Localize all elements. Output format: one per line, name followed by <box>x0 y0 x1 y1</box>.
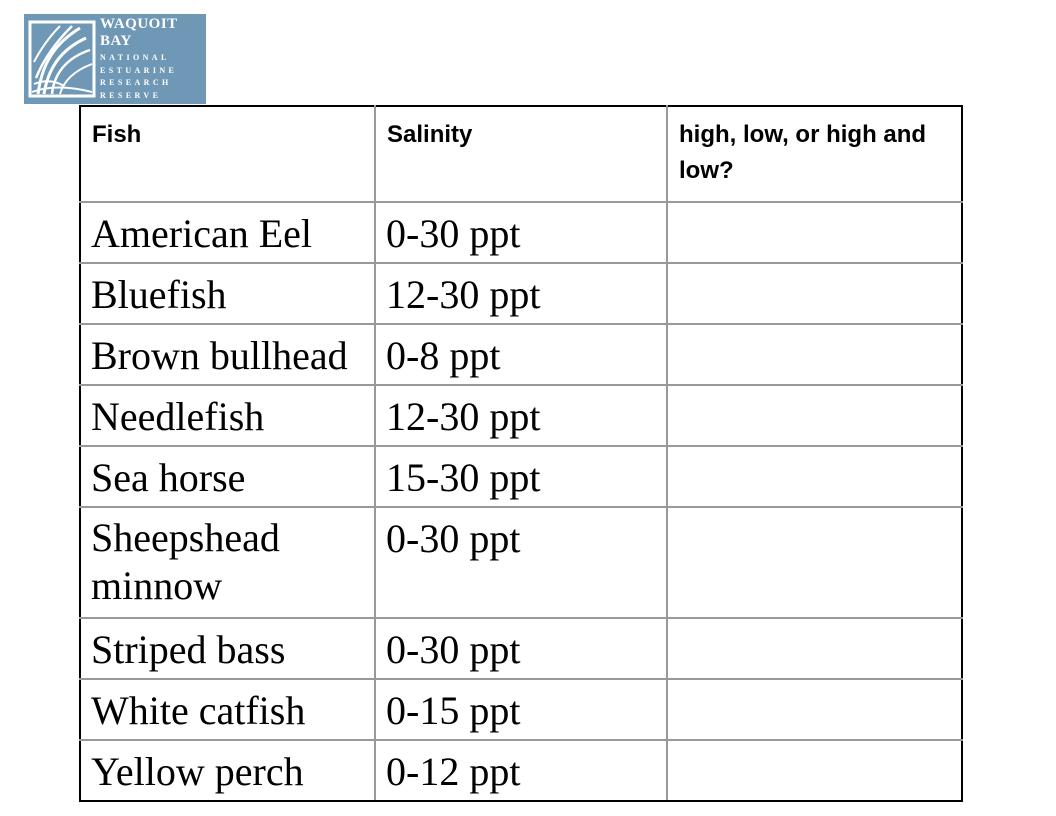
answer-cell[interactable] <box>667 385 962 446</box>
salinity-range: 0-30 ppt <box>386 211 521 256</box>
fish-salinity-table <box>79 105 963 802</box>
fish-cell <box>80 385 375 446</box>
salinity-range: 0-30 ppt <box>386 627 521 672</box>
answer-cell[interactable] <box>667 202 962 263</box>
table-header-row <box>80 106 962 202</box>
salinity-cell <box>375 446 667 507</box>
header-high-low: high, low, or high and low? <box>679 121 927 184</box>
table-row <box>80 202 962 263</box>
answer-cell[interactable] <box>667 324 962 385</box>
salinity-cell <box>375 324 667 385</box>
answer-value <box>668 325 961 331</box>
salinity-range: 0-15 ppt <box>386 688 521 733</box>
fish-cell <box>80 618 375 679</box>
fish-cell <box>80 263 375 324</box>
logo-line-estuarine: ESTUARINE <box>100 65 178 75</box>
fish-name: Sheepshead minnow <box>91 515 280 608</box>
salinity-range: 12-30 ppt <box>386 394 541 439</box>
salinity-range: 12-30 ppt <box>386 272 541 317</box>
table-row <box>80 263 962 324</box>
fish-cell <box>80 202 375 263</box>
answer-value <box>668 619 961 625</box>
answer-value <box>668 741 961 747</box>
salinity-range: 0-8 ppt <box>386 333 501 378</box>
answer-value <box>668 264 961 270</box>
salinity-cell <box>375 618 667 679</box>
fish-name: Yellow perch <box>91 749 304 794</box>
table-row <box>80 385 962 446</box>
logo-line-national: NATIONAL <box>100 53 170 62</box>
answer-value <box>668 680 961 686</box>
table-row <box>80 740 962 801</box>
header-cell <box>667 106 962 202</box>
fish-name: Bluefish <box>91 272 227 317</box>
answer-cell[interactable] <box>667 446 962 507</box>
answer-value <box>668 508 961 514</box>
header-cell <box>375 106 667 202</box>
answer-cell[interactable] <box>667 618 962 679</box>
waquoit-bay-logo <box>24 14 206 104</box>
table-row <box>80 679 962 740</box>
fish-name: Brown bullhead <box>91 333 348 378</box>
salinity-range: 15-30 ppt <box>386 455 541 500</box>
table-row <box>80 324 962 385</box>
table-row <box>80 618 962 679</box>
header-cell <box>80 106 375 202</box>
fish-name: White catfish <box>91 688 306 733</box>
marsh-grass-icon <box>24 14 98 104</box>
answer-cell[interactable] <box>667 507 962 618</box>
logo-line-reserve: RESERVE <box>100 90 162 100</box>
salinity-cell <box>375 202 667 263</box>
salinity-cell <box>375 740 667 801</box>
answer-value <box>668 386 961 392</box>
fish-cell <box>80 679 375 740</box>
salinity-cell <box>375 385 667 446</box>
fish-name: Needlefish <box>91 394 265 439</box>
header-salinity: Salinity <box>387 121 473 148</box>
logo-wordmark <box>98 14 206 104</box>
fish-cell <box>80 446 375 507</box>
answer-value <box>668 203 961 209</box>
logo-name: WAQUOIT BAY <box>100 16 178 49</box>
salinity-range: 0-30 ppt <box>386 516 521 561</box>
answer-cell[interactable] <box>667 263 962 324</box>
table-row <box>80 446 962 507</box>
fish-cell <box>80 324 375 385</box>
header-fish: Fish <box>92 121 142 148</box>
salinity-range: 0-12 ppt <box>386 749 521 794</box>
salinity-cell <box>375 679 667 740</box>
fish-name: Striped bass <box>91 627 286 672</box>
table-row <box>80 507 962 618</box>
salinity-cell <box>375 263 667 324</box>
fish-cell <box>80 507 375 618</box>
answer-value <box>668 447 961 453</box>
logo-line-research: RESEARCH <box>100 78 172 87</box>
fish-name: American Eel <box>91 211 312 256</box>
answer-cell[interactable] <box>667 740 962 801</box>
fish-cell <box>80 740 375 801</box>
answer-cell[interactable] <box>667 679 962 740</box>
fish-name: Sea horse <box>91 455 246 500</box>
salinity-cell <box>375 507 667 618</box>
